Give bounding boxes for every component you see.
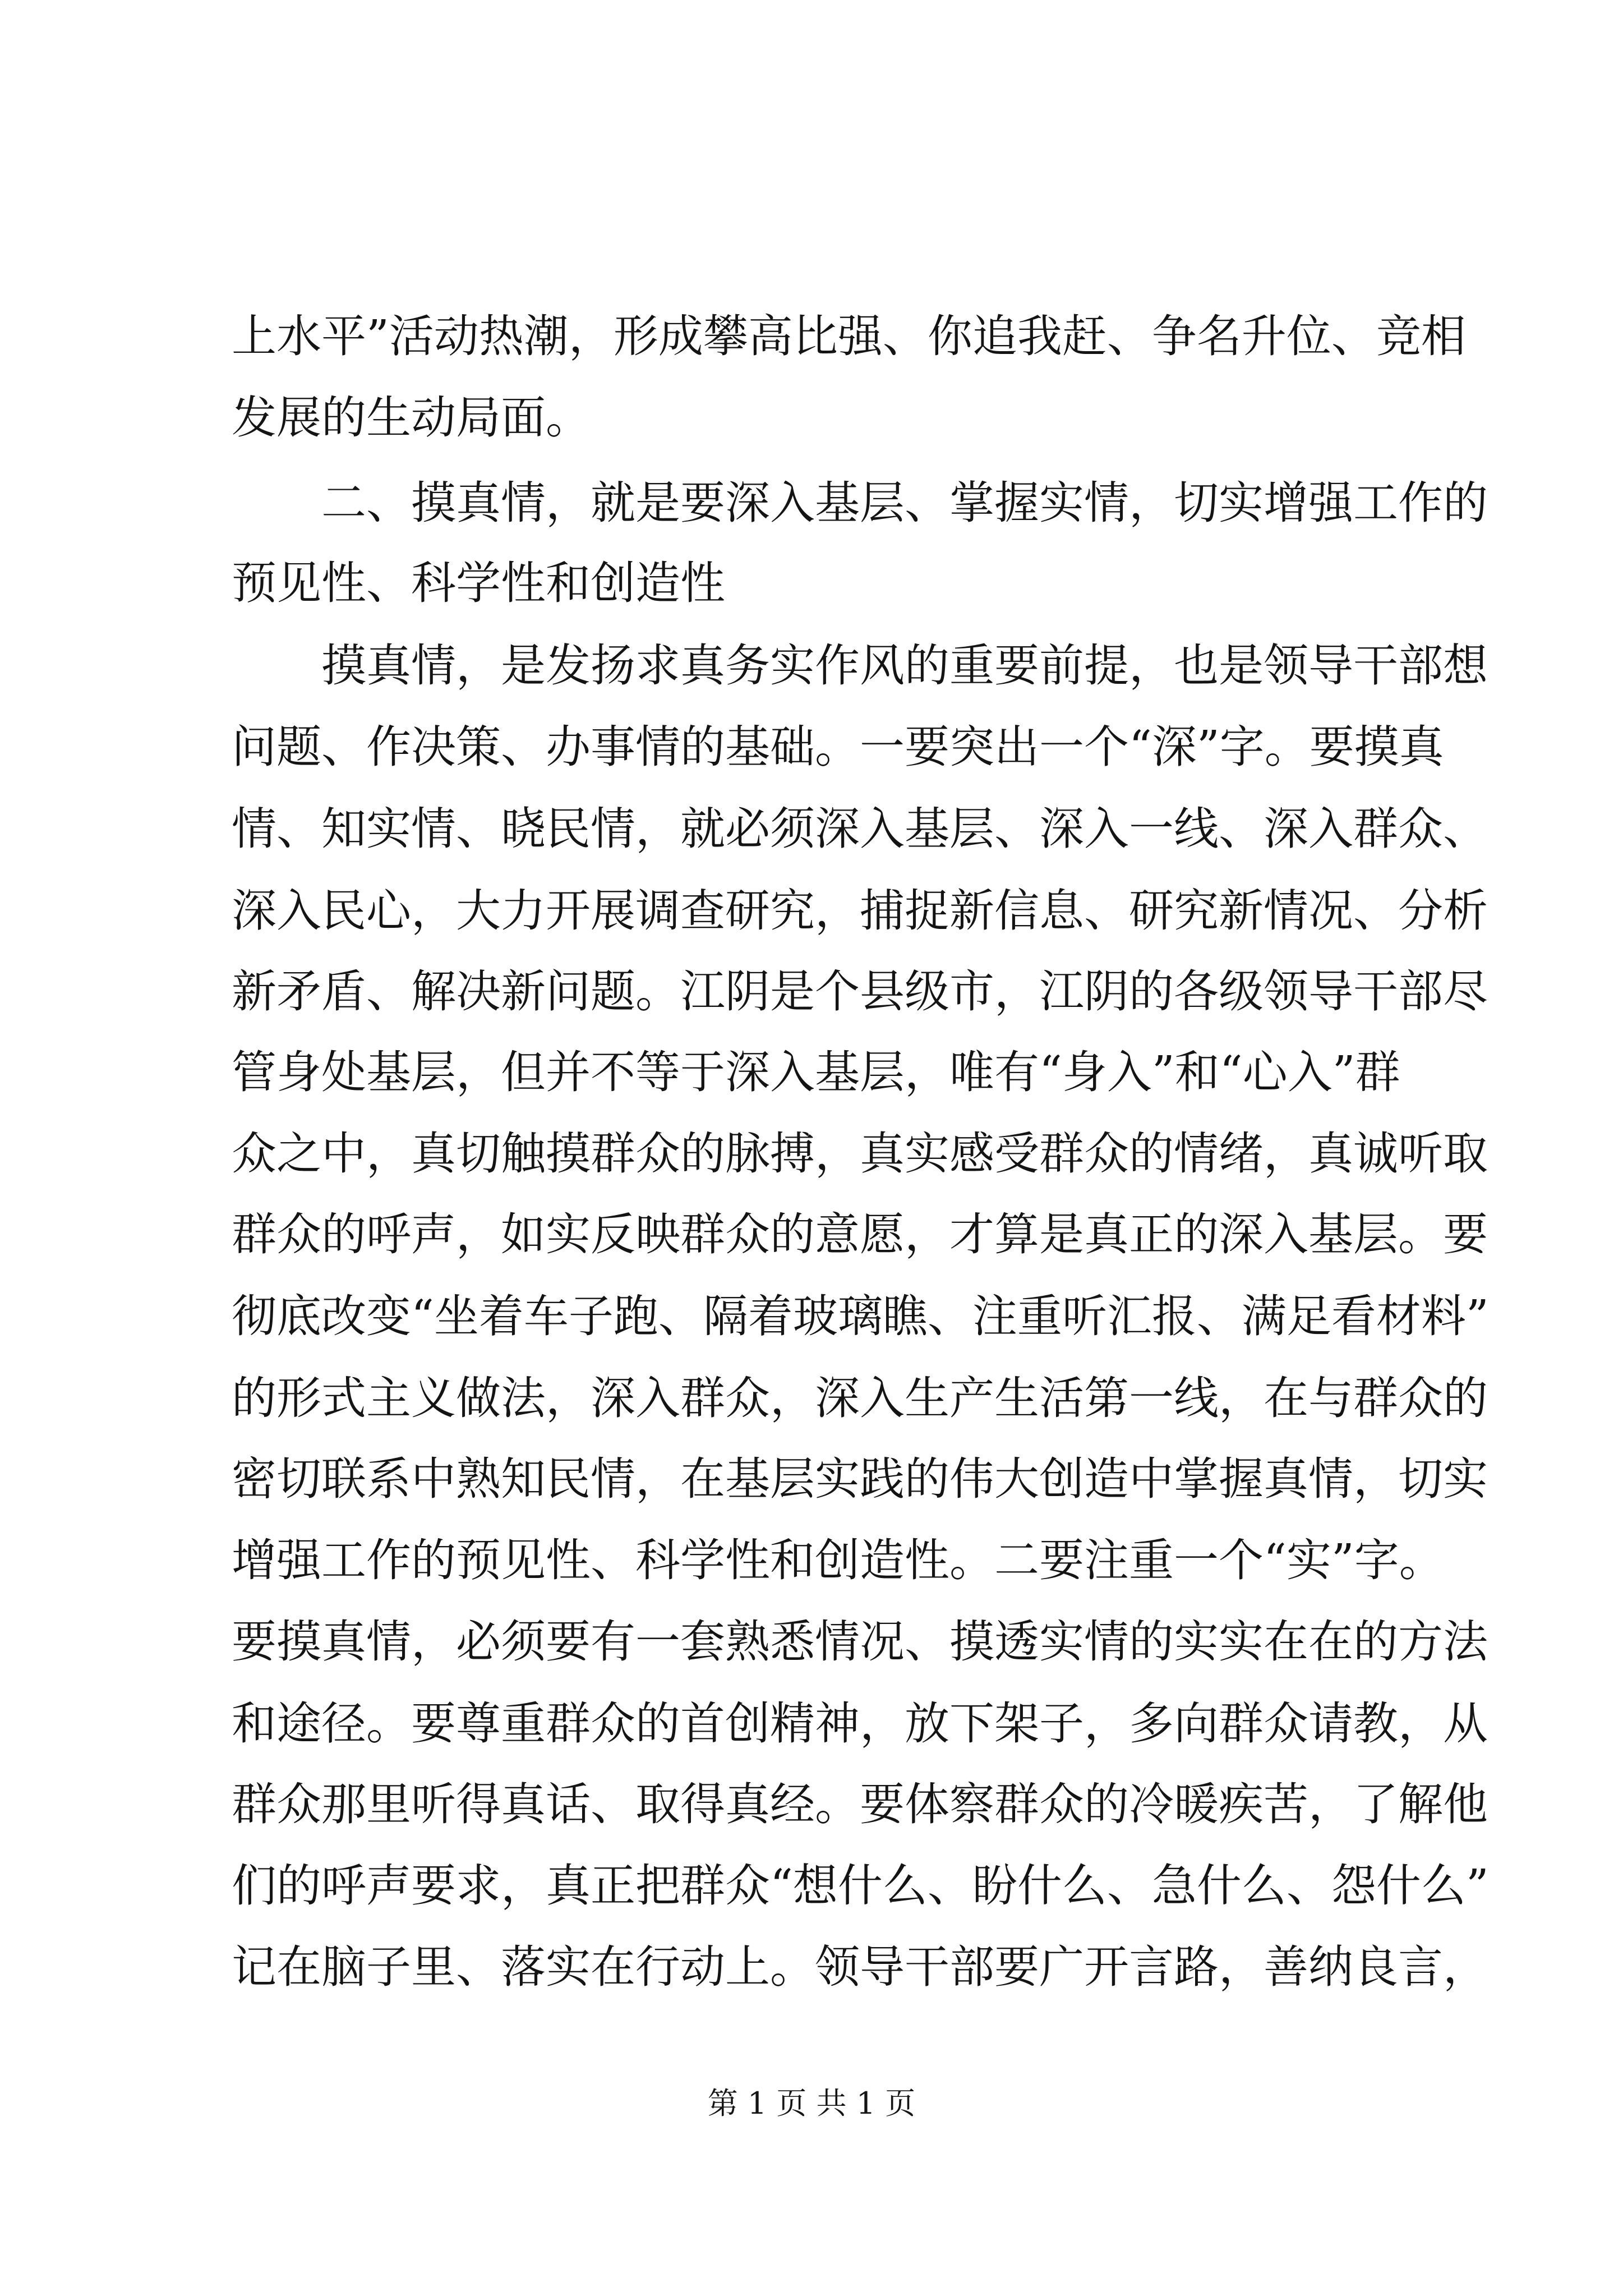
text-line: 彻底改变“坐着车子跑、隔着玻璃瞧、注重听汇报、满足看材料” bbox=[232, 1290, 1489, 1342]
section-heading-line: 预见性、科学性和创造性 bbox=[232, 557, 725, 609]
text-line: 要摸真情，必须要有一套熟悉情况、摸透实情的实实在在的方法 bbox=[232, 1616, 1488, 1668]
text-line: 摸真情，是发扬求真务实作风的重要前提，也是领导干部想 bbox=[232, 639, 1488, 692]
text-line: 新矛盾、解决新问题。江阴是个县级市，江阴的各级领导干部尽 bbox=[232, 965, 1488, 1018]
text-line: 群众那里听得真话、取得真经。要体察群众的冷暖疾苦，了解他 bbox=[232, 1778, 1488, 1830]
text-line: 管身处基层，但并不等于深入基层，唯有“身入”和“心入”群 bbox=[232, 1046, 1400, 1098]
text-line: 增强工作的预见性、科学性和创造性。二要注重一个“实”字。 bbox=[232, 1534, 1444, 1586]
text-line: 发展的生动局面。 bbox=[232, 392, 591, 444]
page-footer: 第 1 页 共 1 页 bbox=[707, 2086, 916, 2121]
text-line: 问题、作决策、办事情的基础。一要突出一个“深”字。要摸真 bbox=[232, 721, 1444, 773]
text-line: 上水平”活动热潮，形成攀高比强、你追我赶、争名升位、竞相 bbox=[232, 310, 1466, 362]
text-line: 们的呼声要求，真正把群众“想什么、盼什么、急什么、怨什么” bbox=[232, 1860, 1489, 1912]
text-line: 深入民心，大力开展调查研究，捕捉新信息、研究新情况、分析 bbox=[232, 885, 1488, 937]
text-line: 记在脑子里、落实在行动上。领导干部要广开言路，善纳良言， bbox=[232, 1941, 1488, 1993]
text-line: 众之中，真切触摸群众的脉搏，真实感受群众的情绪，真诚听取 bbox=[232, 1128, 1488, 1180]
text-line: 情、知实情、晓民情，就必须深入基层、深入一线、深入群众、 bbox=[232, 803, 1488, 855]
text-line: 密切联系中熟知民情，在基层实践的伟大创造中掌握真情，切实 bbox=[232, 1453, 1488, 1505]
text-line: 和途径。要尊重群众的首创精神，放下架子，多向群众请教，从 bbox=[232, 1697, 1488, 1750]
text-line: 群众的呼声，如实反映群众的意愿，才算是真正的深入基层。要 bbox=[232, 1208, 1488, 1260]
section-heading-line: 二、摸真情，就是要深入基层、掌握实情，切实增强工作的 bbox=[232, 477, 1488, 529]
text-line: 的形式主义做法，深入群众，深入生产生活第一线，在与群众的 bbox=[232, 1372, 1488, 1424]
